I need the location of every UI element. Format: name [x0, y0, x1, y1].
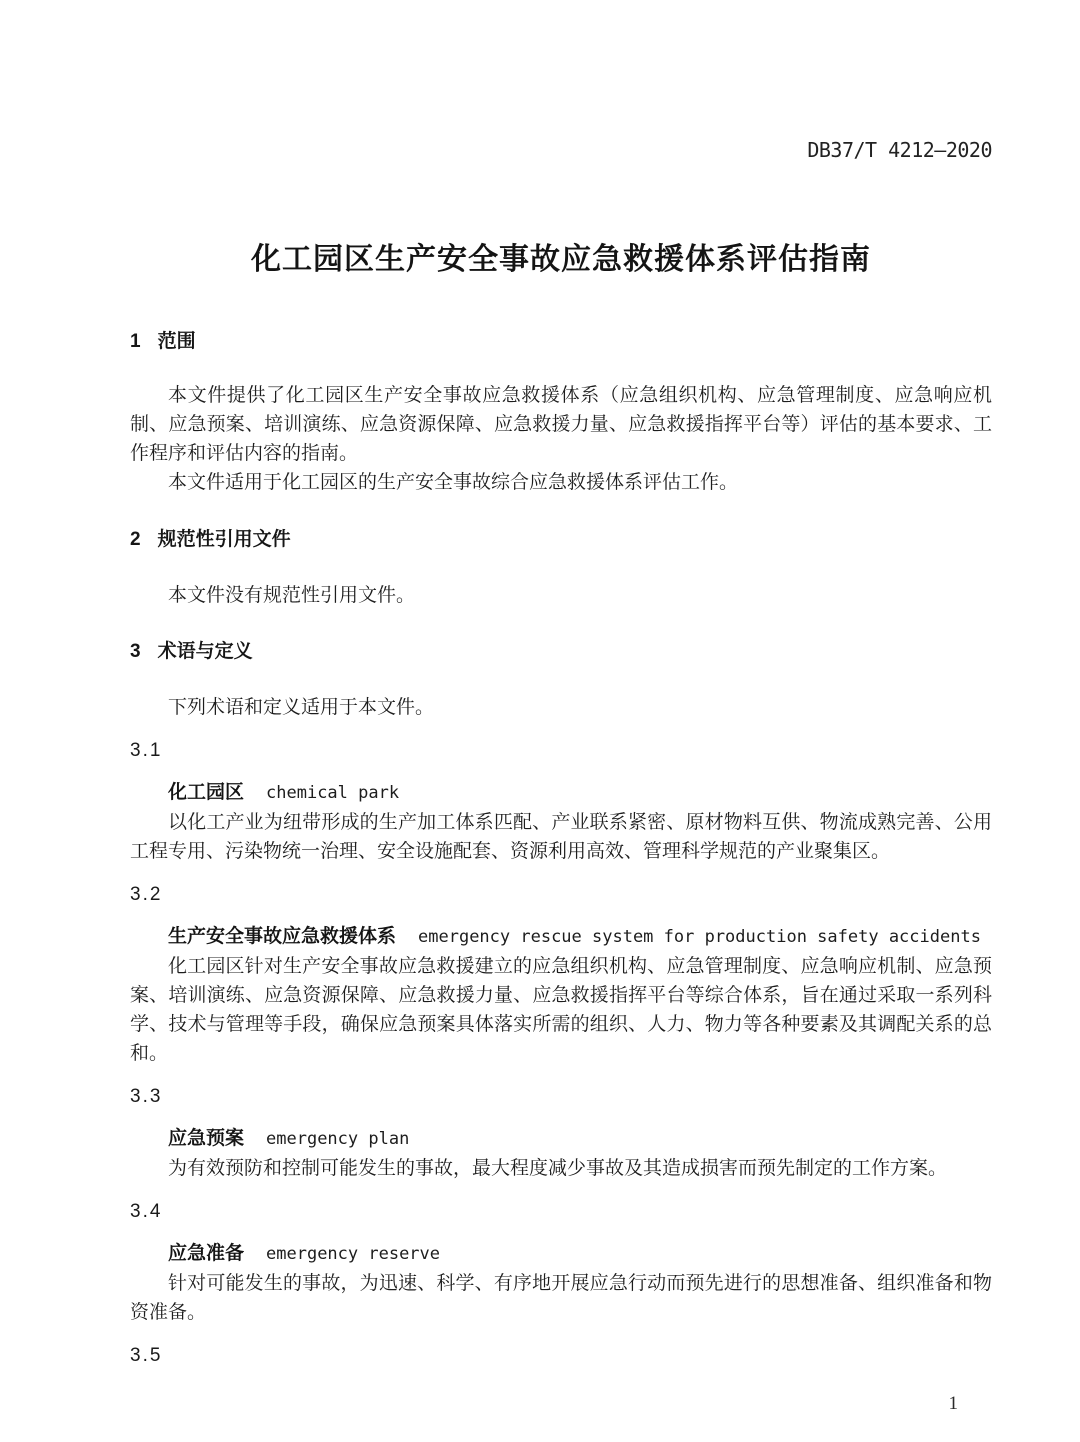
clause-number: 3.4 — [130, 1201, 163, 1222]
section-2-heading — [130, 528, 992, 551]
term-heading — [130, 922, 992, 952]
term-english: emergency rescue system for production safety accidents — [418, 927, 981, 947]
section-1-paragraph: 本文件适用于化工园区的生产安全事故综合应急救援体系评估工作。 — [168, 472, 739, 493]
section-3-heading — [130, 640, 992, 663]
term-definition: 化工园区针对生产安全事故应急救援建立的应急组织机构、应急管理制度、应急响应机制、应急预案、培训演练、应急资源保障、应急救援力量、应急救援指挥平台等综合体系，旨在通过采取一系列科学、技术与管理等手段，确保应急预案具体落实所需的组织、人力、物力等各种要素及其调配关系的总和。 — [130, 956, 992, 1064]
term-english: emergency plan — [266, 1129, 410, 1149]
term-chinese: 生产安全事故应急救援体系 — [168, 926, 397, 947]
term-chinese: 应急准备 — [168, 1243, 245, 1264]
term-heading — [130, 778, 992, 808]
section-1-paragraph: 本文件提供了化工园区生产安全事故应急救援体系（应急组织机构、应急管理制度、应急响应机制、应急预案、培训演练、应急资源保障、应急救援力量、应急救援指挥平台等）评估的基本要求、工作程序和评估内容的指南。 — [130, 385, 992, 464]
section-2-label: 规范性引用文件 — [157, 529, 291, 550]
section-1-number: 1 — [130, 331, 141, 352]
section-1-label: 范围 — [157, 331, 196, 352]
clause-number: 3.1 — [130, 740, 163, 761]
document-title: 化工园区生产安全事故应急救援体系评估指南 — [251, 243, 871, 276]
term-definition: 为有效预防和控制可能发生的事故，最大程度减少事故及其造成损害而预先制定的工作方案。 — [168, 1158, 948, 1179]
standard-number: DB37/T 4212—2020 — [807, 138, 992, 162]
clause-number: 3.5 — [130, 1345, 163, 1366]
term-definition: 针对可能发生的事故，为迅速、科学、有序地开展应急行动而预先进行的思想准备、组织准备和物资准备。 — [130, 1273, 992, 1323]
page-number: 1 — [948, 1393, 958, 1414]
section-2-paragraph: 本文件没有规范性引用文件。 — [168, 585, 416, 606]
term-english: emergency reserve — [266, 1244, 441, 1264]
term-chinese: 化工园区 — [168, 782, 245, 803]
clause-number: 3.2 — [130, 884, 163, 905]
section-3-number: 3 — [130, 641, 141, 662]
clause-number: 3.3 — [130, 1086, 163, 1107]
term-heading — [130, 1124, 992, 1154]
section-3-label: 术语与定义 — [157, 641, 253, 662]
term-english: chemical park — [266, 783, 400, 803]
section-3-paragraph: 下列术语和定义适用于本文件。 — [168, 697, 435, 718]
term-chinese: 应急预案 — [168, 1128, 245, 1149]
term-heading — [130, 1239, 992, 1269]
term-definition: 以化工产业为纽带形成的生产加工体系匹配、产业联系紧密、原材物料互供、物流成熟完善、公用工程专用、污染物统一治理、安全设施配套、资源利用高效、管理科学规范的产业聚集区。 — [130, 812, 992, 862]
section-1-heading — [130, 330, 992, 353]
section-2-number: 2 — [130, 529, 141, 550]
